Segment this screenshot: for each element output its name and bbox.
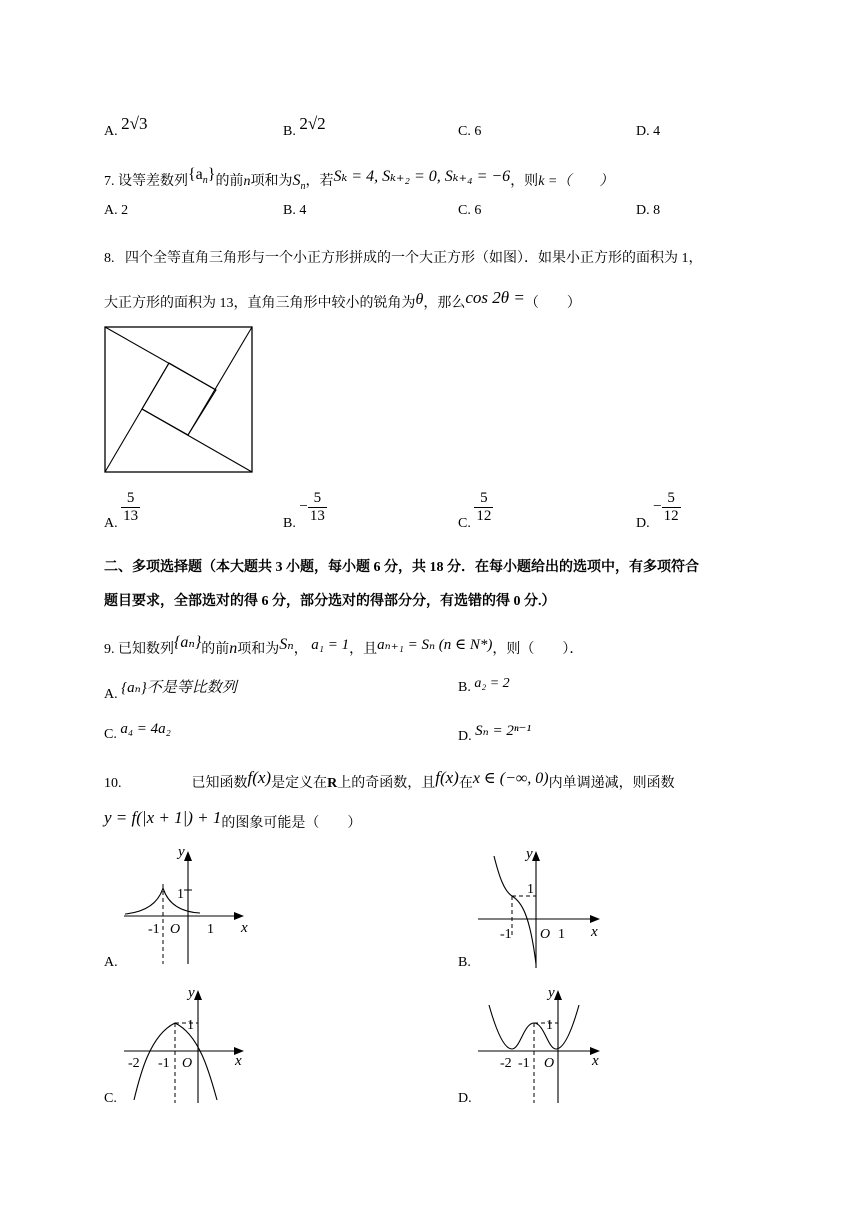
question-ask: k =（ ） <box>538 174 614 189</box>
q10-stem-line1: 10. 已知函数f(x)是定义在R上的奇函数，且f(x)在x ∈ (−∞, 0)内单调递减，则函数 <box>104 768 675 791</box>
q8-option-d[interactable]: D. − $\frac{5}{12}$ <box>636 490 679 531</box>
q9-option-c[interactable]: C. a₄ = 4a₂ <box>104 721 171 742</box>
graph-option-c <box>120 985 250 1105</box>
q9-stem: 9. 已知数列{aₙ}的前n项和为Sₙ， a₁ = 1，且aₙ₊₁ = Sₙ (n ∈ N*)，则（ ）． <box>104 634 584 657</box>
tick-label: 1 <box>177 887 184 902</box>
y-label: y <box>188 985 195 1001</box>
q8-option-b[interactable]: B. − $\frac{5}{13}$ <box>283 490 325 531</box>
option-value: 6 <box>474 124 482 139</box>
curve <box>494 856 536 964</box>
x-label: x <box>592 1053 599 1069</box>
option-value: 2√2 <box>299 114 326 133</box>
q9-option-b[interactable]: B. a₂ = 2 <box>458 676 510 695</box>
q8-option-a[interactable]: A. $\frac{5}{13}$ <box>104 490 139 531</box>
x-label: x <box>591 924 598 940</box>
q9-option-a[interactable]: A. {aₙ}不是等比数列 <box>104 680 237 702</box>
fraction: $\frac{5}{12}$ <box>663 490 679 524</box>
question-number: 10. <box>104 776 122 791</box>
q7-option-b[interactable]: B. 4 <box>283 203 307 218</box>
tick-label: 1 <box>187 1018 194 1033</box>
q7-option-a[interactable]: A. 2 <box>104 203 129 218</box>
tick-label: 1 <box>546 1018 553 1033</box>
q7-stem: 7. 设等差数列$\{a_n\}$的前n项和为$S_n$，若Sₖ = 4, Sₖ₊₂ = 0, Sₖ₊₄ = −6，则k =（ ） <box>104 166 614 193</box>
y-label: y <box>178 846 185 860</box>
origin-label: O <box>182 1056 193 1071</box>
tick-label: 1 <box>527 882 534 897</box>
option-letter: B. <box>283 124 296 139</box>
option-letter: D. <box>636 124 650 139</box>
graph-option-d <box>474 985 609 1105</box>
y-axis-arrow <box>194 990 202 1000</box>
y-axis-arrow <box>184 851 192 861</box>
fraction: $\frac{5}{12}$ <box>476 490 492 524</box>
question-number: 8. <box>104 251 115 266</box>
q10-option-c-label[interactable]: C. <box>104 1091 117 1106</box>
y-label: y <box>526 846 533 862</box>
section-heading-line2: 题目要求，全部选对的得 6 分，部分选对的得部分分，有选错的得 0 分.） <box>104 594 556 609</box>
tick-label: -1 <box>518 1056 530 1071</box>
option-value: 4 <box>653 124 661 139</box>
q6-option-a[interactable] <box>104 114 148 140</box>
q10-stem-line2: y = f(|x + 1|) + 1的图象可能是（ ） <box>104 808 362 831</box>
x-axis-arrow <box>234 912 244 920</box>
q6-option-c[interactable] <box>458 124 481 140</box>
tick-label: -1 <box>148 922 160 937</box>
x-label: x <box>235 1053 242 1069</box>
q8-stem-line1: 8. 四个全等直角三角形与一个小正方形拼成的一个大正方形（如图）．如果小正方形的面积为 1， <box>104 251 703 266</box>
x-label: x <box>241 920 248 936</box>
y-axis-arrow <box>554 990 562 1000</box>
graph-option-a <box>120 846 250 966</box>
tick-label: 1 <box>558 927 565 942</box>
sequence-expr: $\{a_n\}$ <box>188 166 216 187</box>
q7-option-d[interactable]: D. 8 <box>636 203 661 218</box>
question-number: 9. <box>104 642 115 657</box>
origin-label: O <box>540 927 551 942</box>
q8-stem-line2: 大正方形的面积为 13，直角三角形中较小的锐角为θ，那么cos 2θ =（ ） <box>104 288 581 311</box>
curve-left <box>125 888 163 914</box>
option-value: 2√3 <box>121 114 148 133</box>
y-axis-arrow <box>532 851 540 861</box>
tick-label: -1 <box>500 927 512 942</box>
q6-option-b[interactable] <box>283 114 326 140</box>
stem-text: 设等差数列 <box>118 174 188 189</box>
tick-label: -2 <box>128 1056 140 1071</box>
section-heading-line1: 二、多项选择题（本大题共 3 小题，每小题 6 分，共 18 分．在每小题给出的选项中，有多项符合 <box>104 560 699 575</box>
q8-option-c[interactable]: C. $\frac{5}{12}$ <box>458 490 492 531</box>
option-letter: A. <box>104 124 118 139</box>
option-letter: C. <box>458 124 471 139</box>
q10-option-b-label[interactable]: B. <box>458 955 471 970</box>
q10-option-d-label[interactable]: D. <box>458 1091 472 1106</box>
y-label: y <box>548 985 555 1001</box>
origin-label: O <box>544 1056 555 1071</box>
q10-option-a-label[interactable]: A. <box>104 955 118 970</box>
pinwheel-square-figure <box>100 322 260 477</box>
q6-option-d[interactable] <box>636 124 660 140</box>
tick-label: 1 <box>207 922 214 937</box>
fraction: $\frac{5}{13}$ <box>309 490 325 524</box>
outer-square <box>105 327 252 472</box>
graph-option-b <box>474 846 609 971</box>
origin-label: O <box>170 922 181 937</box>
q9-option-d[interactable]: D. Sₙ = 2ⁿ⁻¹ <box>458 723 531 744</box>
cos-expr: cos 2θ = <box>465 288 525 307</box>
tick-label: -2 <box>500 1056 512 1071</box>
inner-square <box>142 363 216 435</box>
sum-symbol: $S_n$ <box>292 172 306 193</box>
tick-label: -1 <box>158 1056 170 1071</box>
fraction: $\frac{5}{13}$ <box>123 490 139 524</box>
question-number: 7. <box>104 174 115 189</box>
x-axis-arrow <box>590 915 600 923</box>
q7-option-c[interactable]: C. 6 <box>458 203 482 218</box>
condition-expr: Sₖ = 4, Sₖ₊₂ = 0, Sₖ₊₄ = −6 <box>333 168 511 185</box>
